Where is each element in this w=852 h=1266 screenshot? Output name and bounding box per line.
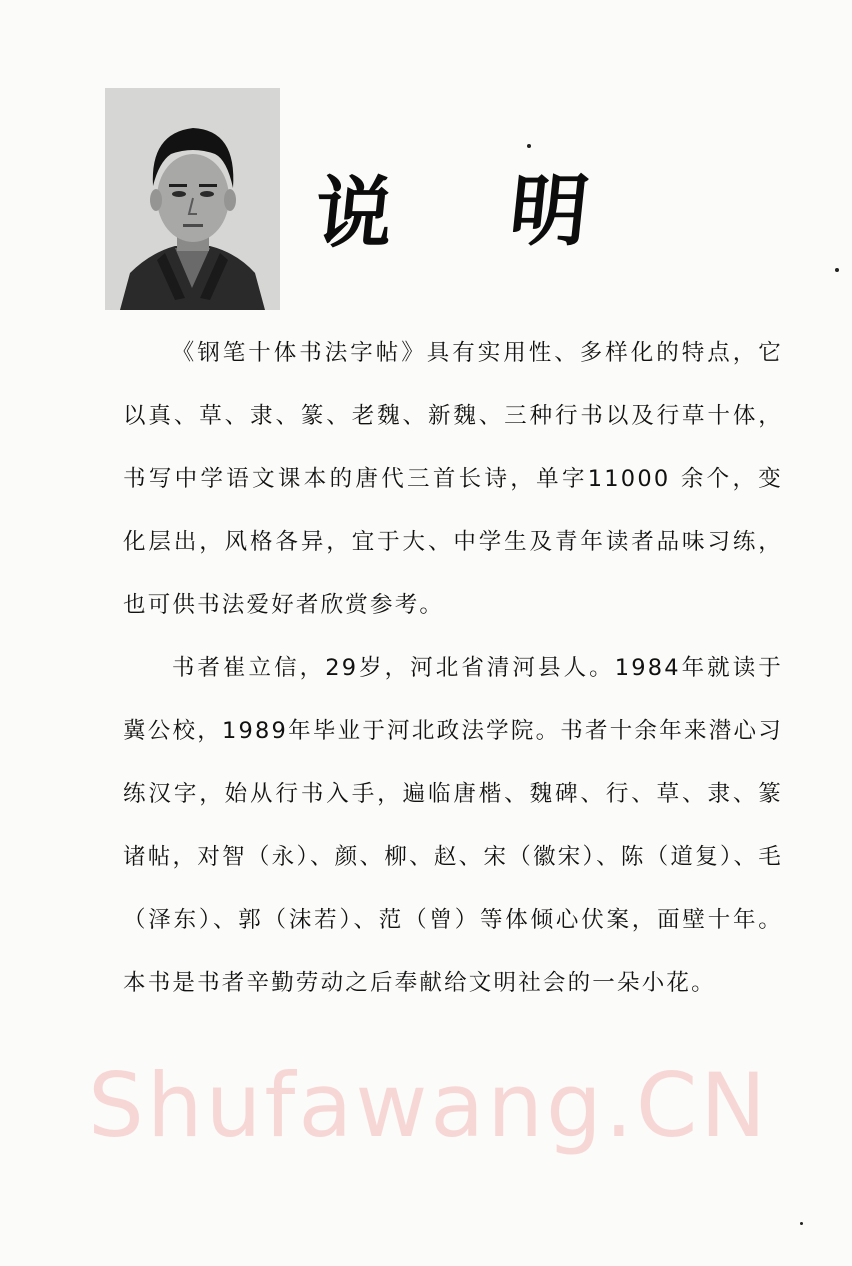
author-portrait-photo <box>105 88 280 310</box>
page-title <box>300 165 620 265</box>
paragraph-author <box>123 637 783 1015</box>
paragraph-intro-text: 《钢笔十体书法字帖》具有实用性、多样化的特点，它以真、草、隶、篆、老魏、新魏、三种行书以及行草十体，书写中学语文课本的唐代三首长诗，单字11000 余个，变化层出，风格各异，宜于大、中学生及青年读者品味习练，也可供书法爱好者欣赏参考。 <box>123 340 783 618</box>
paragraph-author-text: 书者崔立信，29岁，河北省清河县人。1984年就读于冀公校，1989年毕业于河北政法学院。书者十余年来潜心习练汉字，始从行书入手，遍临唐楷、魏碑、行、草、隶、篆诸帖，对智（永）、颜、柳、赵、宋（徽宋）、陈（道复）、毛（泽东）、郭（沫若）、范（曾）等体倾心伏案，面壁十年。本书是书者辛勤劳动之后奉献给文明社会的一朵小花。 <box>123 655 783 996</box>
scan-speck <box>835 268 839 272</box>
title-char-2: 明 <box>505 166 593 257</box>
title-char-1: 说 <box>310 168 398 259</box>
watermark: Shufawang.CN <box>88 1054 770 1157</box>
body-text <box>123 322 783 1015</box>
scan-speck <box>800 1222 803 1225</box>
scan-speck <box>527 144 531 148</box>
paragraph-intro <box>123 322 783 637</box>
